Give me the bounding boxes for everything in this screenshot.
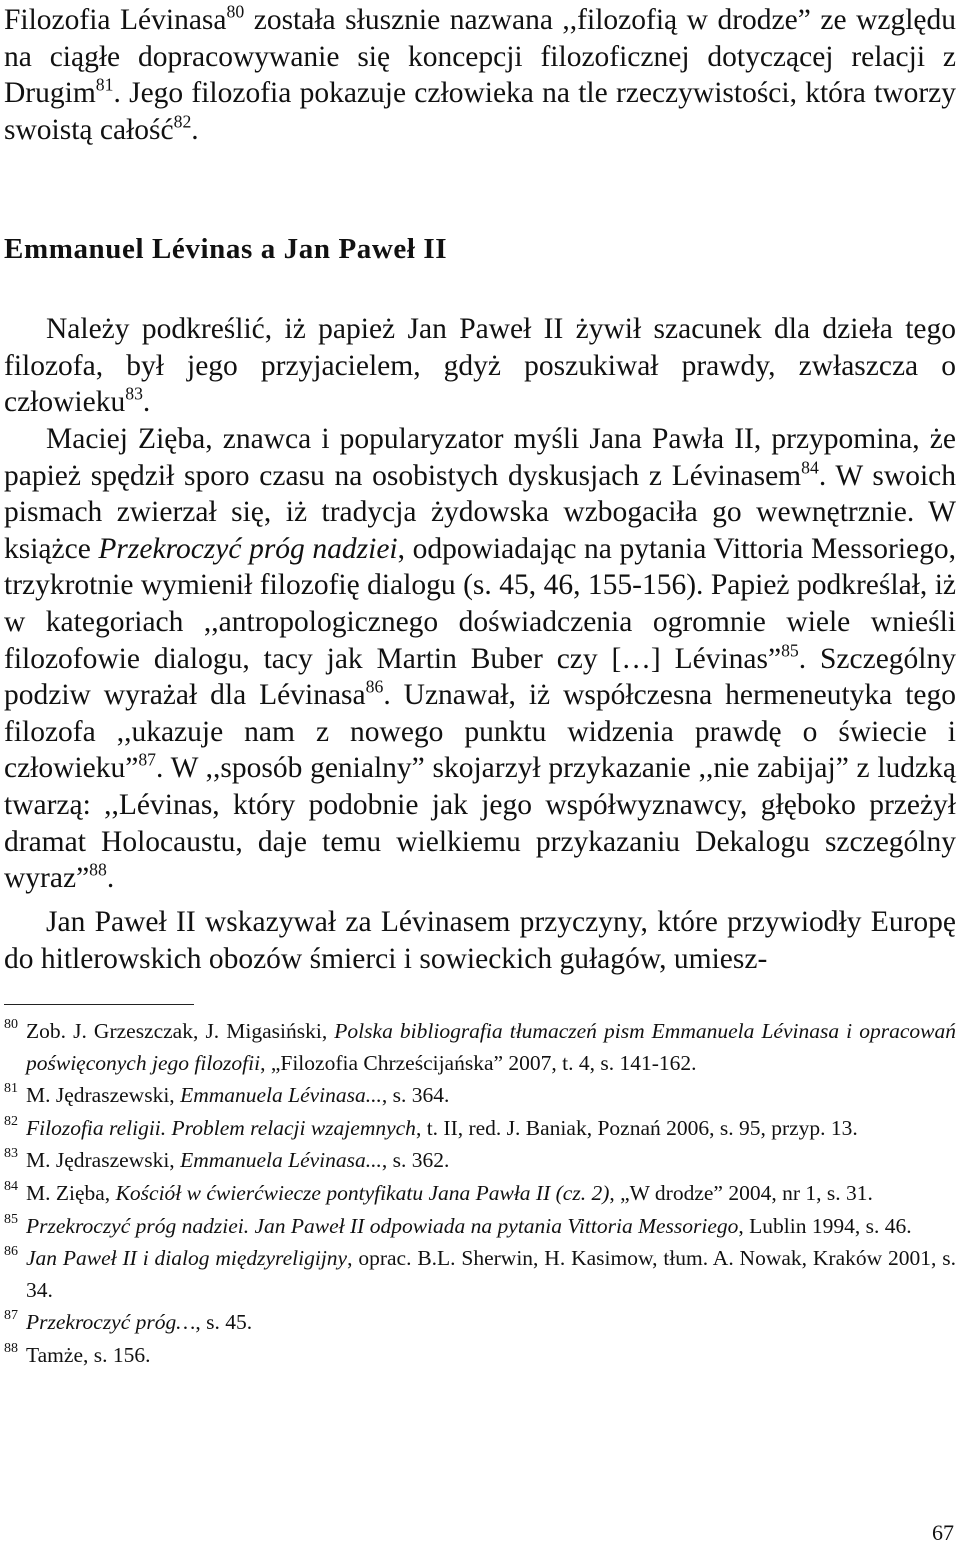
text-run: . W swoich pismach zwierzał się, iż tradycja żydowska wzbogaciła go wewnętrznie. W książce — [4, 459, 957, 565]
footnote-ref: 81 — [95, 74, 114, 95]
footnote — [4, 1178, 956, 1210]
paragraph-3: Jan Paweł II wskazywał za Lévinasem przyczyny, które przywiodły Europę do hitlerowskich obozów śmierci i sowieckich gułagów, umiesz- — [4, 906, 956, 975]
footnote-number: 85 — [4, 1211, 18, 1227]
footnote-title: Przekroczyć próg nadziei. Jan Paweł II odpowiada na pytania Vittoria Messoriego — [26, 1213, 739, 1238]
paragraph-2 — [4, 421, 956, 897]
footnote-title: Filozofia religii. Problem relacji wzajemnych — [26, 1115, 416, 1140]
intro-paragraph — [4, 2, 956, 148]
footnote-text: , s. 362. — [381, 1148, 450, 1173]
footnote-text: , s. 364. — [381, 1083, 450, 1108]
footnote — [4, 1145, 956, 1177]
footnote-number: 87 — [4, 1308, 18, 1324]
text-run: . Jego filozofia pokazuje człowieka na tle rzeczywistości, która tworzy swoistą całość — [4, 77, 956, 146]
footnote-number: 80 — [4, 1017, 18, 1032]
footnote-number: 88 — [4, 1340, 18, 1356]
footnote-number: 86 — [4, 1244, 18, 1260]
footnote-ref: 85 — [781, 640, 799, 661]
footnote-title: Emmanuela Lévinasa... — [180, 1148, 382, 1173]
footnote-number: 82 — [4, 1113, 18, 1129]
footnote-number: 81 — [4, 1081, 18, 1097]
text-run: . — [142, 386, 151, 419]
footnote-title: Polska bibliografia tłumaczeń pism Emmanuela Lévinasa i opracowań poświęconych jego filozofii — [26, 1019, 956, 1075]
text-run: . W ,,sposób genialny” skojarzył przykazanie ,,nie zabijaj” z ludzką twarzą: ,,Lévinas, który podobnie jak jego współwyznawcy, głęboko przeżył dramat Holocaustu, daje temu wielkiemu przykazaniu Dekalogu szczególny wyraz” — [4, 752, 956, 895]
section-heading: Emmanuel Lévinas a Jan Paweł II — [4, 233, 448, 265]
text-run: . Uznawał, iż współczesna hermeneutyka tego filozofa ,,ukazuje nam z nowego punktu widzenia prawdę o świecie i człowieku” — [4, 679, 956, 785]
text-run: Filozofia Lévinasa — [4, 4, 227, 36]
footnote-text: , s. 45. — [195, 1310, 253, 1335]
footnote-ref: 86 — [365, 676, 384, 697]
footnote — [4, 1211, 956, 1243]
footnote-text: , oprac. B.L. Sherwin, H. Kasimow, tłum. A. Nowak, Kraków 2001, s. 34. — [26, 1246, 956, 1302]
footnote-text: , „W drodze” 2004, nr 1, s. 31. — [609, 1180, 873, 1205]
footnote-title: Emmanuela Lévinasa... — [180, 1083, 382, 1108]
text-run: , odpowiadając na pytania Vittoria Messoriego, trzykrotnie wymienił filozofię dialogu (s. 45, 46, 155-156). Papież podkreślał, iż w kategoriach ,,antropologicznego doświadczenia ogromnie wiele wnieśli filozofowie dialogu, tacy jak Martin Buber czy […] Lévinas” — [4, 532, 956, 675]
text-run: Maciej Zięba, znawca i popularyzator myśli Jana Pawła II, przypomina, że papież spędził sporo czasu na osobistych dyskusjach z Lévinasem — [4, 423, 956, 492]
footnote-separator — [4, 1004, 194, 1005]
book-title: Przekroczyć próg nadziei — [98, 532, 398, 565]
footnotes — [4, 1016, 956, 1373]
footnote-ref: 82 — [173, 111, 192, 132]
footnote — [4, 1307, 956, 1339]
text-run: została słusznie nazwana ,,filozofią w drodze” ze względu na ciągłe dopracowywanie się koncepcji filozoficznej dotyczącej relacji z Drugim — [4, 4, 957, 110]
footnote-text: Tamże, s. 156. — [26, 1342, 151, 1367]
footnote-text: , Lublin 1994, s. 46. — [738, 1213, 912, 1238]
footnote-text: Zob. J. Grzeszczak, J. Migasiński, — [26, 1019, 335, 1043]
footnote-text: M. Jędraszewski, — [26, 1148, 181, 1173]
footnote — [4, 1243, 956, 1306]
footnote — [4, 1016, 956, 1079]
footnote-number: 83 — [4, 1146, 18, 1162]
footnote — [4, 1080, 956, 1112]
footnote-text: , t. II, red. J. Baniak, Poznań 2006, s. 95, przyp. 13. — [415, 1115, 858, 1140]
text-run: . — [106, 862, 115, 895]
footnote-ref: 87 — [138, 749, 157, 770]
footnote-text: , „Filozofia Chrześcijańska” 2007, t. 4, s. 141-162. — [260, 1050, 697, 1075]
footnote-text: M. Zięba, — [26, 1180, 116, 1205]
footnote-title: Przekroczyć próg… — [26, 1310, 196, 1335]
footnote-title: Kościół w ćwierćwiecze pontyfikatu Jana Pawła II (cz. 2) — [115, 1180, 610, 1205]
text-run: Należy podkreślić, iż papież Jan Paweł II żywił szacunek dla dzieła tego filozofa, był jego przyjacielem, gdyż poszukiwał prawdy, zwłaszcza o człowieku — [4, 313, 956, 419]
footnote-ref: 88 — [89, 859, 107, 880]
footnote — [4, 1113, 956, 1145]
footnote-ref: 84 — [801, 457, 819, 478]
paragraph-1 — [4, 311, 956, 421]
footnote-title: Jan Paweł II i dialog międzyreligijny — [26, 1246, 348, 1271]
text-run: . Szczególny podziw wyrażał dla Lévinasa — [4, 642, 956, 712]
footnote-number: 84 — [4, 1178, 18, 1194]
footnote-ref: 80 — [226, 1, 245, 22]
page-number: 67 — [932, 1520, 954, 1545]
footnote-text: M. Jędraszewski, — [26, 1083, 181, 1108]
footnote — [4, 1340, 956, 1372]
footnote-ref: 83 — [125, 383, 143, 404]
text-run: . — [191, 113, 199, 146]
